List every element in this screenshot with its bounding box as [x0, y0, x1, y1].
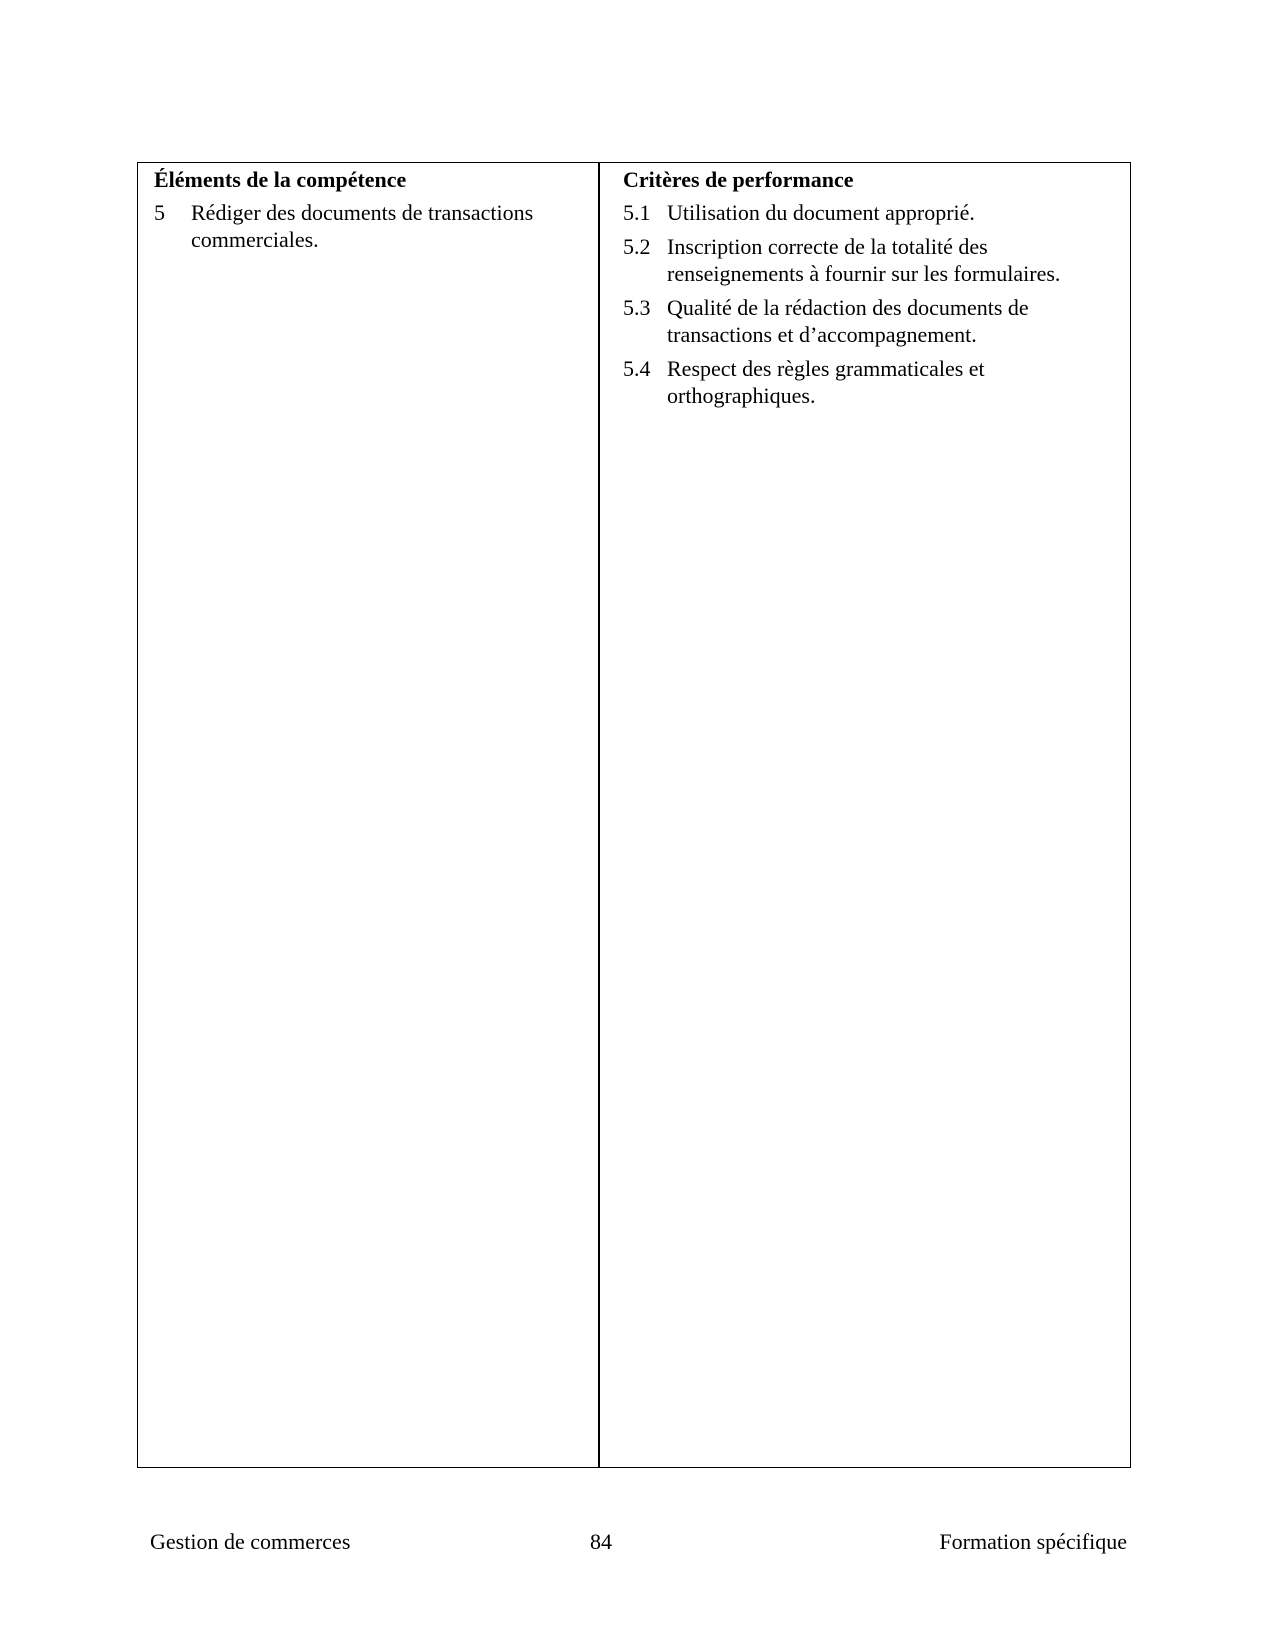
column-divider — [598, 162, 600, 1468]
criterion-number: 5.4 — [623, 356, 651, 381]
criterion-text: Respect des règles grammaticales et orthographiques. — [667, 356, 985, 408]
element-text: Rédiger des documents de transactions commerciales. — [191, 200, 534, 252]
criterion-item — [623, 233, 1123, 287]
page-number: 84 — [590, 1529, 612, 1554]
criterion-number: 5.1 — [623, 200, 651, 225]
criterion-text: Qualité de la rédaction des documents de transactions et d’accompagnement. — [667, 295, 1029, 347]
criterion-item — [623, 355, 1123, 409]
criteria-column — [623, 166, 1123, 416]
elements-column — [154, 166, 584, 260]
criterion-item — [623, 294, 1123, 348]
criterion-number: 5.3 — [623, 295, 651, 320]
criterion-number: 5.2 — [623, 234, 651, 259]
element-item — [154, 199, 584, 253]
criteria-heading: Critères de performance — [623, 167, 854, 192]
footer-section-title: Formation spécifique — [939, 1529, 1127, 1554]
elements-heading: Éléments de la compétence — [154, 167, 407, 192]
element-number: 5 — [154, 200, 165, 225]
criterion-item — [623, 199, 1123, 226]
criterion-text: Inscription correcte de la totalité des renseignements à fournir sur les formulaires. — [667, 234, 1061, 286]
footer-program-title: Gestion de commerces — [150, 1529, 351, 1554]
criterion-text: Utilisation du document approprié. — [667, 200, 975, 225]
